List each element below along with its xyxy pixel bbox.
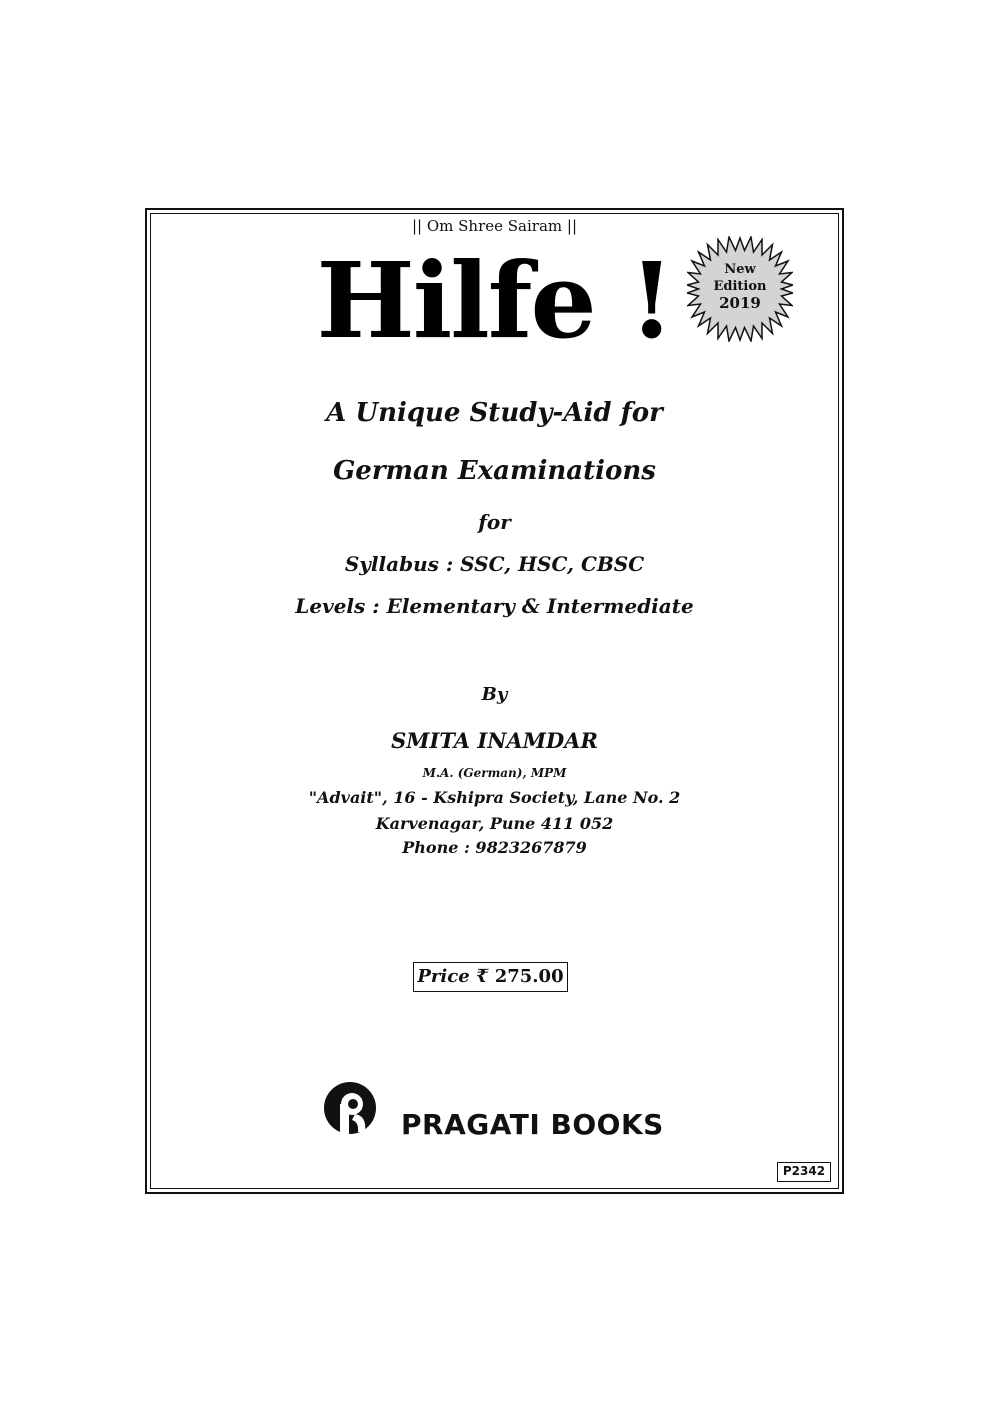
new-edition-badge	[687, 236, 793, 342]
subtitle-line2: German Examinations	[333, 456, 656, 486]
cover-inner-frame	[150, 213, 839, 1189]
author-address-line2: Karvenagar, Pune 411 052	[375, 814, 614, 833]
invocation: || Om Shree Sairam ||	[411, 217, 578, 235]
levels: Levels : Elementary & Intermediate	[295, 594, 694, 618]
for-label: for	[478, 510, 511, 534]
product-code: P2342	[777, 1162, 831, 1182]
author-qualification: M.A. (German), MPM	[422, 766, 567, 780]
book-title: Hilfe !	[316, 239, 673, 362]
pragati-logo-icon	[321, 1078, 383, 1140]
author-phone: Phone : 9823267879	[402, 838, 587, 857]
badge-line2: Edition	[713, 279, 767, 294]
cover-frame	[145, 208, 844, 1194]
publisher-name: PRAGATI BOOKS	[401, 1108, 664, 1141]
price-label: Price ₹	[417, 966, 489, 987]
badge-line3: 2019	[719, 294, 761, 312]
author-address-line1: "Advait", 16 - Kshipra Society, Lane No. 2	[308, 788, 681, 807]
price-value: 275.00	[494, 966, 564, 987]
subtitle-line1: A Unique Study-Aid for	[326, 398, 663, 428]
author-name: SMITA INAMDAR	[391, 728, 598, 753]
badge-line1: New	[724, 262, 756, 277]
syllabus: Syllabus : SSC, HSC, CBSC	[344, 552, 645, 576]
by-label: By	[481, 684, 508, 705]
price-box	[413, 962, 568, 992]
